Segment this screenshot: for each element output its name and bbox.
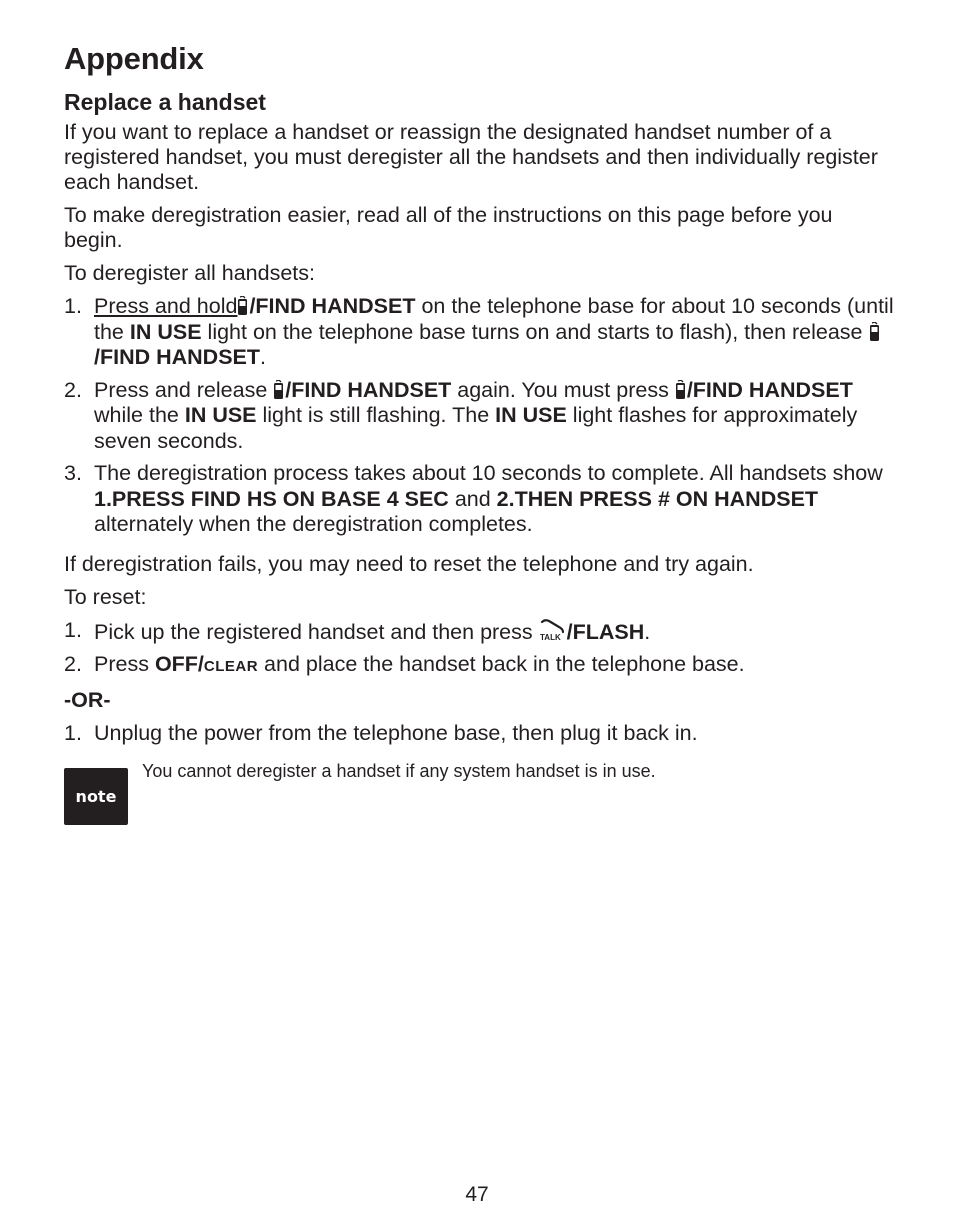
intro-paragraph-3: To deregister all handsets:: [64, 261, 315, 285]
intro-paragraph-1: If you want to replace a handset or reassign the designated handset number of a registered handset, you must deregister all the handsets and then individually register each handset.: [64, 120, 878, 194]
step-number: 2.: [64, 377, 82, 402]
key-label: /FLASH: [566, 619, 645, 644]
screen-message: 1.PRESS FIND HS ON BASE 4 SEC: [94, 486, 449, 511]
note-text: You cannot deregister a handset if any system handset is in use.: [142, 761, 656, 781]
step-text: light is still flashing. The: [256, 403, 496, 427]
key-label: IN USE: [184, 403, 257, 427]
section-heading: Replace a handset: [64, 89, 266, 115]
handset-icon: [869, 322, 880, 341]
step-number: 2.: [64, 652, 82, 676]
reset-step-1: [64, 618, 894, 646]
step-text: light on the telephone base turns on and starts to flash), then release: [201, 319, 869, 344]
step-text: alternately when the deregistration completes.: [94, 512, 533, 536]
deregister-step-2: [64, 378, 894, 455]
screen-message: 2.THEN PRESS # ON HANDSET: [496, 486, 819, 511]
key-label: /FIND HANDSET: [285, 377, 452, 402]
key-label: /FIND HANDSET: [686, 377, 853, 402]
deregister-step-3: [64, 461, 894, 538]
step-text: and: [448, 486, 497, 511]
step-number: 1.: [64, 617, 82, 642]
key-label: /FIND HANDSET: [94, 345, 261, 369]
key-label: OFF/: [154, 652, 204, 676]
alt-step-1: [64, 721, 894, 747]
deregister-steps: [64, 294, 894, 538]
fail-paragraph: If deregistration fails, you may need to reset the telephone and try again.: [64, 551, 754, 576]
step-text: The deregistration process takes about 10 seconds to complete. All handsets show: [94, 461, 883, 485]
step-text: Press: [94, 652, 155, 676]
reset-label: To reset:: [64, 584, 147, 609]
step-text: on the telephone base for about 10 seconds (until the: [94, 294, 894, 344]
key-label: IN USE: [495, 403, 567, 427]
step-text: Pick up the registered handset and then press: [94, 619, 539, 644]
key-label: IN USE: [129, 319, 202, 344]
step-text: Press and release: [94, 377, 274, 402]
step-number: 1.: [64, 720, 82, 745]
talk-icon: [539, 618, 567, 642]
step-text: .: [644, 619, 651, 644]
step-text: light flashes for approximately seven seconds.: [94, 403, 858, 453]
key-label-smallcaps: CLEAR: [203, 658, 259, 675]
handset-icon: [273, 380, 284, 399]
alt-steps: [64, 721, 894, 747]
intro-paragraph-2: To make deregistration easier, read all of the instructions on this page before you begin.: [64, 203, 833, 252]
page-number: 47: [465, 1183, 489, 1206]
note-badge: note: [64, 768, 128, 825]
key-label: /FIND HANDSET: [249, 294, 416, 318]
note-callout: [64, 760, 894, 830]
reset-step-2: [64, 652, 894, 680]
step-text: and place the handset back in the telephone base.: [258, 652, 745, 676]
or-separator: -OR-: [64, 687, 111, 712]
handset-icon: [675, 380, 686, 399]
step-number: 1.: [64, 294, 82, 318]
page-title: Appendix: [64, 41, 204, 76]
deregister-step-1: [64, 294, 894, 371]
step-text: .: [260, 345, 267, 369]
step-text: while the: [94, 403, 185, 427]
reset-steps: [64, 618, 894, 680]
step-number: 3.: [64, 461, 82, 485]
step-text: again. You must press: [451, 377, 675, 402]
svg-text:TALK: TALK: [539, 632, 561, 642]
step-text: Unplug the power from the telephone base, then plug it back in.: [94, 720, 698, 745]
page-content: [64, 40, 894, 830]
step-text: Press and hold: [94, 294, 238, 318]
handset-icon: [237, 296, 248, 315]
